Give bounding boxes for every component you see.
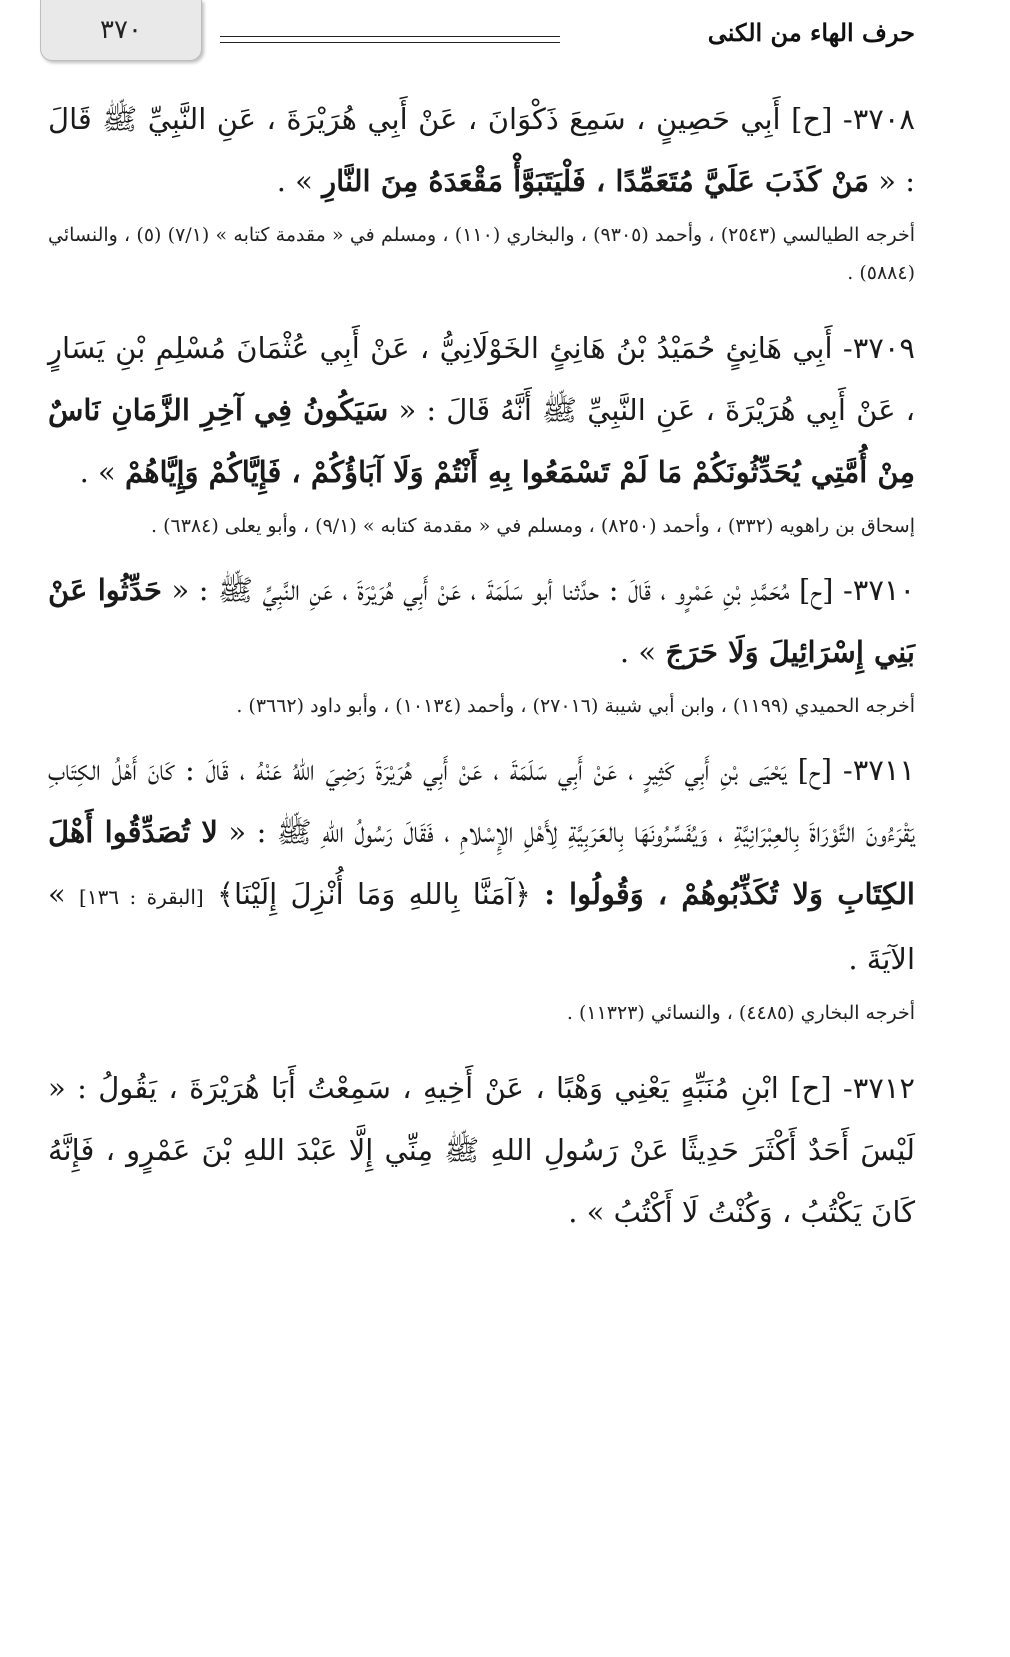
quote-close: » .	[568, 1195, 605, 1229]
entry-spacer	[48, 306, 915, 307]
running-title: حرف الهاء من الكنى	[707, 18, 915, 47]
hadith-marker: [ح]	[791, 102, 833, 136]
hadith-matn: سَيَكُونُ فِي آخِرِ الزَّمَانِ نَاسٌ مِنْ أُمَّتِي يُحَدِّثُونَكُمْ مَا لَمْ تَسْمَعُوا بِهِ أَنْتُمْ وَلَا آبَاؤُكُمْ ، فَإِيَّاكُمْ وَإِيَّاهُمْ	[48, 393, 915, 489]
hadith-isnad: مُحَمَّدِ بْنِ عَمْرٍو ، قَالَ : حدَّثنا أبو سَلَمَةَ ، عَنْ أَبِي هُرَيْرَةَ ، عَنِ النَّبِيِّ ﷺ :	[198, 573, 790, 607]
page-number-tab	[40, 0, 202, 61]
header-rule-bottom	[220, 42, 560, 43]
hadith-entry	[48, 739, 915, 1032]
quote-close: » .	[276, 164, 313, 198]
takhrij-note: أخرجه الحميدي (١١٩٩) ، وابن أبي شيبة (٢٧٠١٦) ، وأحمد (١٠١٣٤) ، وأبو داود (٣٦٦٢) .	[236, 695, 915, 717]
hadith-text	[48, 88, 915, 212]
page-header	[40, 0, 915, 70]
quote-close: » .	[79, 455, 116, 489]
hadith-entry	[48, 1057, 915, 1243]
hadith-entry	[48, 317, 915, 545]
takhrij-note: إسحاق بن راهويه (٣٣٢) ، وأحمد (٨٢٥٠) ، ومسلم في « مقدمة كتابه » (٩/١) ، وأبو يعلى (٦٣٨٤) .	[151, 515, 915, 537]
entry-spacer	[48, 1046, 915, 1047]
hadith-marker: [ح]	[797, 753, 833, 787]
quote-close: » .	[619, 635, 657, 669]
hadith-matn: لا تُصَدِّقُوا أَهْلَ الكِتَابِ وَلا تُكَذِّبُوهُمْ ، وَقُولُوا :	[48, 815, 915, 911]
hadith-text	[48, 1057, 915, 1243]
hadith-marker: [ح]	[790, 1071, 832, 1105]
hadith-isnad: أَبِي هَانِئٍ حُمَيْدُ بْنُ هَانِئٍ الخَوْلَانِيُّ ، عَنْ أَبِي عُثْمَانَ مُسْلِمِ بْنِ يَسَارٍ ، عَنْ أَبِي هُرَيْرَةَ ، عَنِ النَّبِيِّ ﷺ أَنَّهُ قَالَ :	[48, 331, 916, 427]
quote-open: «	[228, 815, 247, 849]
hadith-matn: مَنْ كَذَبَ عَلَيَّ مُتَعَمِّدًا ، فَلْيَتَبَوَّأْ مَقْعَدَهُ مِنَ النَّارِ	[322, 164, 870, 198]
hadith-entry	[48, 88, 915, 292]
hadith-number: ٣٧١١-	[842, 753, 916, 787]
quote-open: «	[878, 164, 896, 198]
header-rule-top	[220, 36, 560, 37]
hadith-isnad: ابْنِ مُنَبِّهٍ يَعْنِي وَهْبًا ، عَنْ أَخِيهِ ، سَمِعْتُ أَبَا هُرَيْرَةَ ، يَقُولُ :	[77, 1071, 779, 1105]
hadith-text	[48, 739, 915, 990]
page-number: ٣٧٠	[100, 15, 142, 45]
hadith-text	[48, 559, 915, 683]
takhrij-note: أخرجه الطيالسي (٢٥٤٣) ، وأحمد (٩٣٠٥) ، والبخاري (١١٠) ، ومسلم في « مقدمة كتابه » (٧/١) (٥) ، والنسائي (٥٨٨٤) .	[48, 224, 916, 284]
quote-open: «	[171, 573, 190, 607]
hadith-number: ٣٧١٠-	[842, 573, 916, 607]
verse-reference: [البقرة : ١٣٦]	[79, 885, 204, 909]
quote-close: » الآيَةَ .	[48, 877, 915, 976]
hadith-matn: لَيْسَ أَحَدٌ أَكْثَرَ حَدِيثًا عَنْ رَسُولِ اللهِ ﷺ مِنِّي إِلَّا عَبْدَ اللهِ بْنَ عَمْرٍو ، فَإِنَّهُ كَانَ يَكْتُبُ ، وَكُنْتُ لَا أَكْتُبُ	[48, 1133, 915, 1229]
quran-verse: ﴿آمَنَّا بِاللهِ وَمَا أُنْزِلَ إِلَيْنَا﴾	[217, 877, 531, 911]
hadith-number: ٣٧٠٨-	[842, 102, 916, 136]
hadith-isnad: أَبِي حَصِينٍ ، سَمِعَ ذَكْوَانَ ، عَنْ أَبِي هُرَيْرَةَ ، عَنِ النَّبِيِّ ﷺ قَالَ :	[48, 102, 915, 198]
takhrij-note: أخرجه البخاري (٤٤٨٥) ، والنسائي (١١٣٢٣) .	[566, 1002, 915, 1024]
hadith-marker: [ح]	[799, 573, 834, 607]
hadith-isnad: يَحْيَى بْنِ أَبِي كَثِيرٍ ، عَنْ أَبِي سَلَمَةَ ، عَنْ أَبِي هُرَيْرَةَ رَضِيَ اللهُ عَنْهُ ، قَالَ : كَانَ أَهْلُ الكِتَابِ يَقْرَءُونَ التَّوْرَاةَ بِالعِبْرَانِيَّةِ ، وَيُفَسِّرُونَهَا بِالعَرَبِيَّةِ لِأَهْلِ الإِسْلامِ ، فَقَالَ رَسُولُ اللهِ ﷺ :	[48, 753, 916, 849]
quote-open: «	[48, 1071, 66, 1105]
hadith-entry	[48, 559, 915, 725]
hadith-matn: حَدِّثُوا عَنْ بَنِي إِسْرَائِيلَ وَلَا حَرَجَ	[48, 573, 915, 669]
hadith-number: ٣٧٠٩-	[842, 331, 916, 365]
quote-open: «	[398, 393, 417, 427]
hadith-text	[48, 317, 915, 503]
page-body	[48, 88, 915, 1257]
hadith-number: ٣٧١٢-	[842, 1071, 915, 1105]
